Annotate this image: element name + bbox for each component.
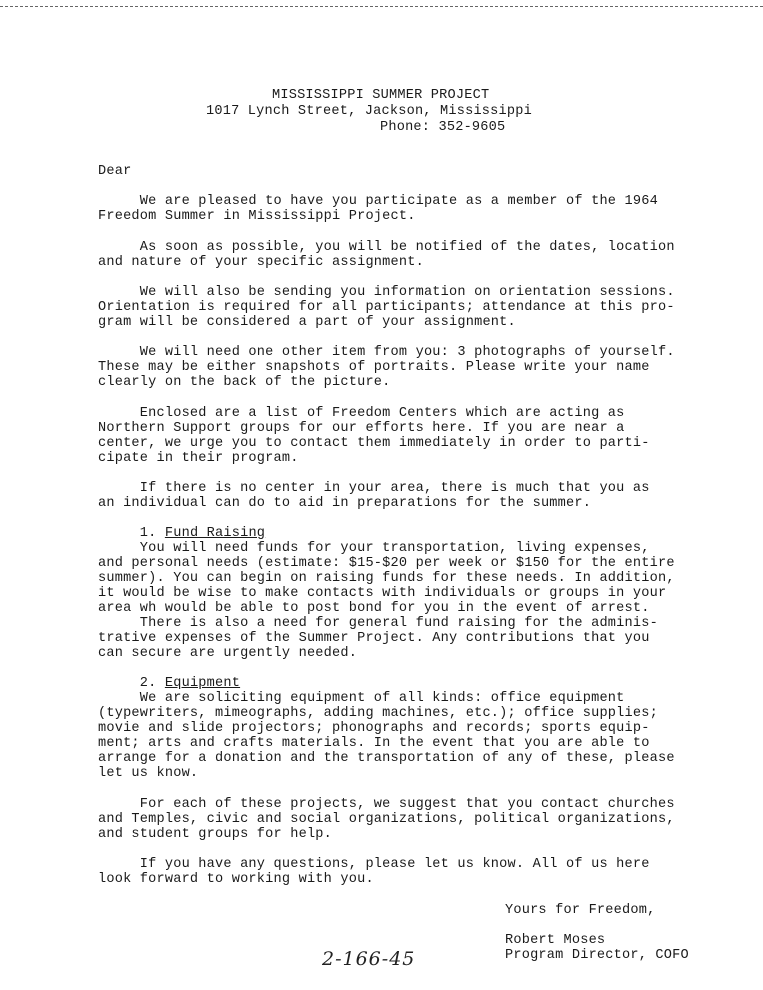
paragraph-line: ment; arts and crafts materials. In the event that you are able to [98,736,650,751]
paragraph-line: can secure are urgently needed. [98,646,358,661]
paragraph-line: We are pleased to have you participate as a member of the 1964 [98,194,658,209]
paragraph-line: trative expenses of the Summer Project. Any contributions that you [98,631,650,646]
paragraph-line: We are soliciting equipment of all kinds: office equipment [98,691,625,706]
paragraph-line: arrange for a donation and the transportation of any of these, please [98,751,675,766]
letterhead-phone: Phone: 352-9605 [380,120,506,135]
closing: Yours for Freedom, [505,903,656,918]
paragraph-line: summer). You can begin on raising funds for these needs. In addition, [98,571,675,586]
paragraph-line: clearly on the back of the picture. [98,375,391,390]
paragraph-line: We will also be sending you information on orientation sessions. [98,285,675,300]
paragraph-line: (typewriters, mimeographs, adding machines, etc.); office supplies; [98,706,658,721]
section-heading-fund-raising [98,526,265,541]
paragraph-line: As soon as possible, you will be notified of the dates, location [98,240,675,255]
letterhead-org: MISSISSIPPI SUMMER PROJECT [272,88,490,103]
paragraph-line: We will need one other item from you: 3 photographs of yourself. [98,345,675,360]
signature-name: Robert Moses [505,933,606,948]
signature-title: Program Director, COFO [505,948,689,963]
section-number: 1. [98,526,165,541]
paragraph-line: an individual can do to aid in preparations for the summer. [98,496,592,511]
paragraph-line: look forward to working with you. [98,872,374,887]
salutation: Dear [98,164,132,179]
section-heading-equipment [98,676,240,691]
paragraph-line: center, we urge you to contact them immediately in order to parti- [98,436,650,451]
paragraph-line: let us know. [98,766,199,781]
paragraph-line: Freedom Summer in Mississippi Project. [98,209,416,224]
paragraph-line: You will need funds for your transportation, living expenses, [98,541,650,556]
paragraph-line: gram will be considered a part of your assignment. [98,315,516,330]
paragraph-line: Orientation is required for all participants; attendance at this pro- [98,300,675,315]
handwritten-note: 2-166-45 [322,948,416,970]
section-number: 2. [98,676,165,691]
paragraph-line: cipate in their program. [98,451,299,466]
paragraph-line: movie and slide projectors; phonographs and records; sports equip- [98,721,650,736]
paragraph-line: and nature of your specific assignment. [98,255,424,270]
section-title: Equipment [164,676,241,691]
paragraph-line: If there is no center in your area, there is much that you as [98,481,650,496]
paragraph-line: For each of these projects, we suggest that you contact churches [98,797,675,812]
paragraph-line: There is also a need for general fund raising for the adminis- [98,616,658,631]
paragraph-line: it would be wise to make contacts with individuals or groups in your [98,586,667,601]
paragraph-line: and student groups for help. [98,827,333,842]
letterhead-address: 1017 Lynch Street, Jackson, Mississippi [206,104,532,119]
paragraph-line: area wh would be able to post bond for you in the event of arrest. [98,601,650,616]
section-title: Fund Raising [164,526,266,541]
paragraph-line: and Temples, civic and social organizations, political organizations, [98,812,675,827]
paragraph-line: Northern Support groups for our efforts here. If you are near a [98,421,625,436]
paragraph-line: These may be either snapshots of portraits. Please write your name [98,360,650,375]
paragraph-line: Enclosed are a list of Freedom Centers which are acting as [98,406,625,421]
paragraph-line: and personal needs (estimate: $15-$20 per week or $150 for the entire [98,556,675,571]
paragraph-line: If you have any questions, please let us know. All of us here [98,857,650,872]
